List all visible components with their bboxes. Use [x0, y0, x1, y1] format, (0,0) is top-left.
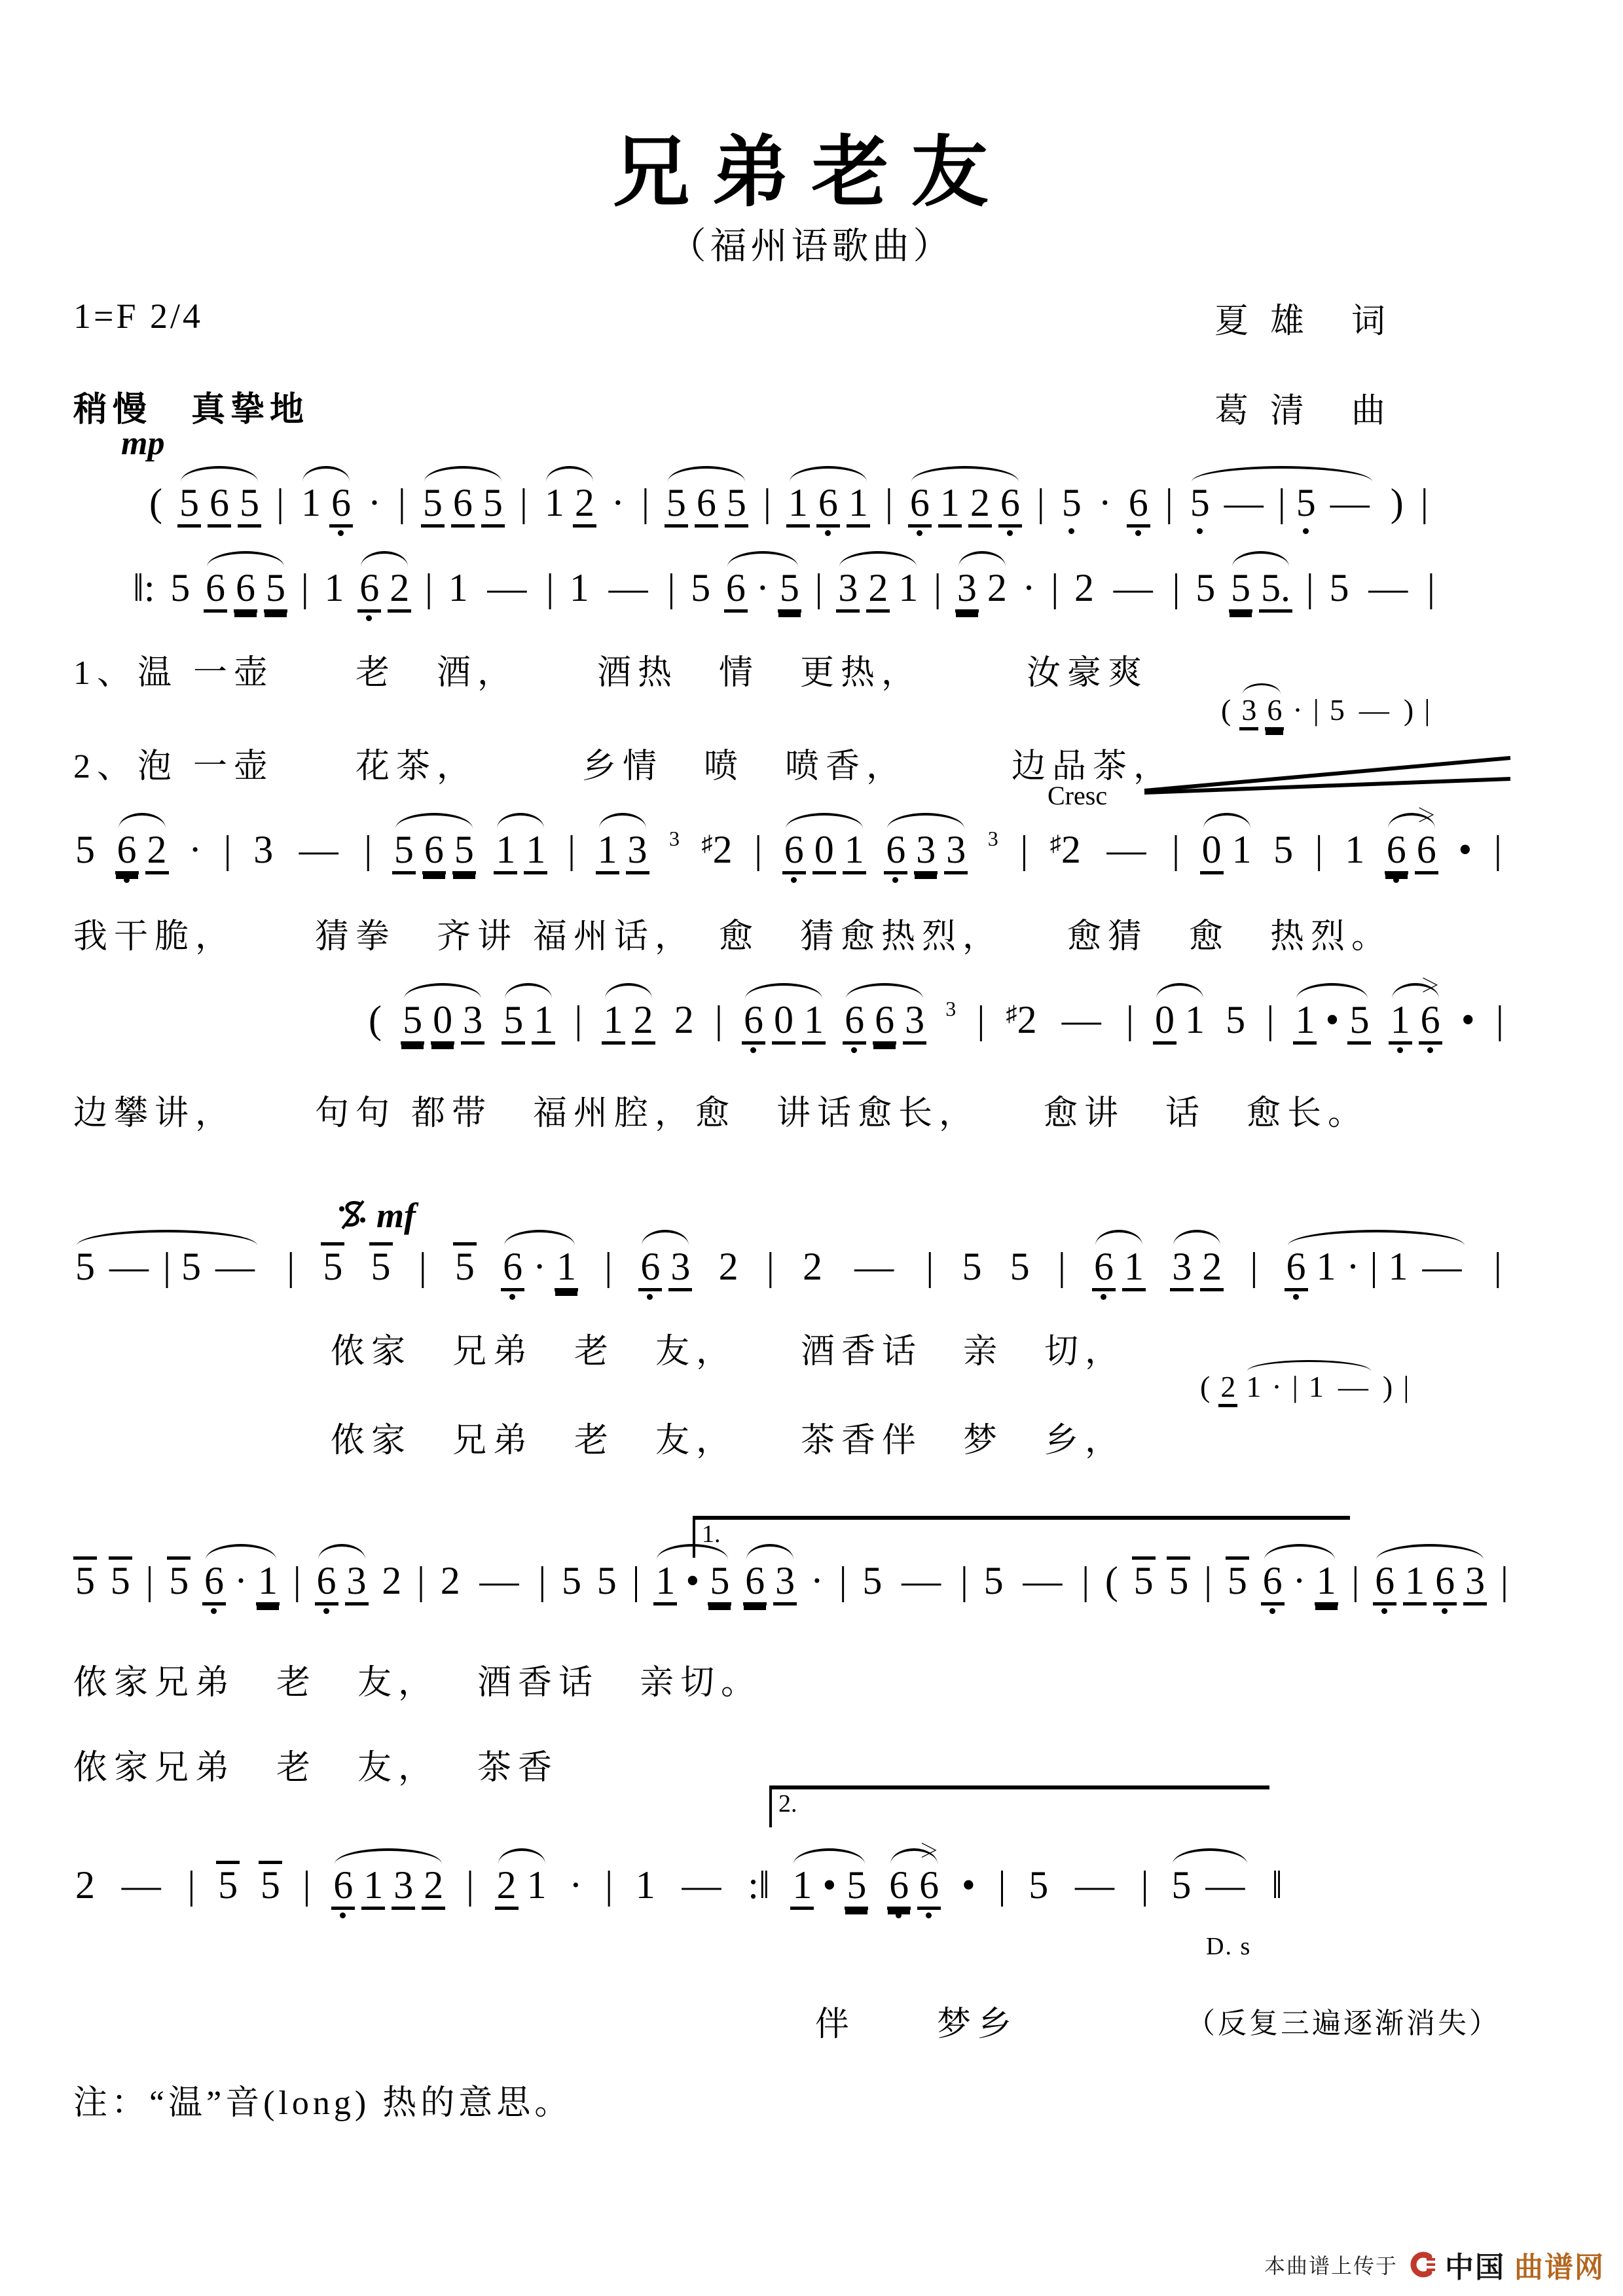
lyrics-chorus2-line1: 侬家 兄弟 老 友， 茶香伴 梦 乡， — [331, 1422, 1126, 1460]
music-line-chorus-b: 5 5 | 5 6 · 1 | 6 3 2 | 2 — | 5 5 | 1 • 5 6 3 · | 5 — | 5 — | ( 5 5 | 5 6 · 1 | 6 1 6 3 | — [73, 1556, 1510, 1605]
brand-name-secondary: 曲谱网 — [1514, 2251, 1605, 2284]
music-line-chorus-a: 5 — | 5 — | 5 5 | 5 6 · 1 | 6 3 2 | 2 — | 5 5 | 6 1 3 2 | 6 1 · | 1 — | — [73, 1242, 1504, 1291]
dynamic-mf: mf — [376, 1196, 416, 1235]
volta-bracket-1 — [693, 1516, 1350, 1558]
music-inset-fill-1: ( 3 6 · | 5 — ) | — [1219, 695, 1432, 730]
music-inset-fill-2: ( 2 1 · | 1 — ) | — [1198, 1372, 1411, 1407]
music-line-coda: 2 — | 5 5 | 6 1 3 2 | 2 1 · | 1 — :‖ 1 • 5 6 ＞ 6 • | 5 — | 5 — ‖ — [73, 1861, 1285, 1910]
song-title: 兄弟老友 — [612, 130, 1011, 216]
volta-bracket-2 — [769, 1785, 1269, 1827]
volta-label-2: 2. — [778, 1790, 797, 1818]
song-subtitle: （福州语歌曲） — [669, 226, 954, 267]
site-watermark — [1264, 2244, 1605, 2286]
music-line-verse-a: ‖: 5 6 6 5 | 1 6 2 | 1 — | 1 — | 5 6 · 5 | 3 2 1 | 3 2 · | 2 — | 5 5 5. | 5 — | — [131, 568, 1437, 613]
key-time-signature: 1=F 2/4 — [73, 296, 203, 336]
music-line-verse-b: 5 6 2 · | 3 — | 5 6 5 1 1 | 1 3 3 ♯2 | 6 0 1 6 3 3 3 | ♯2 — | 0 1 5 | 1 6 ＞ 6 • | — [73, 830, 1504, 874]
composer-credit: 葛 清 曲 — [1214, 393, 1393, 430]
lyrics-coda: 伴 梦乡 — [815, 2006, 1019, 2043]
crescendo-label: Cresc — [1048, 781, 1108, 810]
segno-icon — [337, 1198, 367, 1232]
upload-text: 本曲谱上传于 — [1264, 2254, 1398, 2278]
tempo-expression: 稍慢 真挚地 — [73, 391, 310, 429]
music-line-intro: ( 5 6 5 | 1 6 · | 5 6 5 | 1 2 · | 5 6 5 | 1 6 1 | 6 1 2 6 | 5 · 6 | 5 — | 5 — ) | — [147, 483, 1431, 528]
dal-segno-mark: D. s — [1206, 1933, 1252, 1960]
repeat-instruction: （反复三遍逐渐消失） — [1186, 2007, 1501, 2039]
music-line-verse-c: ( 5 0 3 5 1 | 1 2 2 | 6 0 1 6 6 3 3 | ♯2 — | 0 1 5 | 1 • 5 1 ＞ 6 • | — [367, 1000, 1506, 1045]
lyrics-verse2-line1: 2、泡 一壶 花茶， 乡情 喷 喷香， 边品茶， — [73, 748, 1175, 785]
qupu-logo-icon — [1407, 2250, 1436, 2279]
segno-dynamic-group — [337, 1195, 416, 1236]
crescendo-hairpin-icon — [1140, 753, 1517, 808]
brand-name-primary: 中国 — [1445, 2251, 1505, 2284]
lyricist-credit: 夏 雄 词 — [1214, 303, 1393, 340]
lyrics-verse2-line2: 边攀讲， 句句 都带 福州腔，愈 讲话愈长， 愈讲 话 愈长。 — [73, 1095, 1369, 1132]
dynamic-mp: mp — [121, 425, 165, 462]
lyrics-chorus2-line2: 侬家兄弟 老 友， 茶香 — [73, 1749, 559, 1787]
lyrics-chorus1-line1: 侬家 兄弟 老 友， 酒香话 亲 切， — [331, 1333, 1126, 1371]
lyrics-verse1-line1: 1、温 一壶 老 酒， 酒热 情 更热， 汝豪爽 — [73, 655, 1149, 692]
volta-label-1: 1. — [702, 1520, 721, 1548]
lyrics-chorus1-line2: 侬家兄弟 老 友， 酒香话 亲切。 — [73, 1664, 762, 1702]
pronunciation-footnote: 注：“温”音(long) 热的意思。 — [73, 2085, 573, 2122]
lyrics-verse1-line2: 我干脆， 猜拳 齐讲 福州话， 愈 猜愈热烈， 愈猜 愈 热烈。 — [73, 918, 1393, 956]
